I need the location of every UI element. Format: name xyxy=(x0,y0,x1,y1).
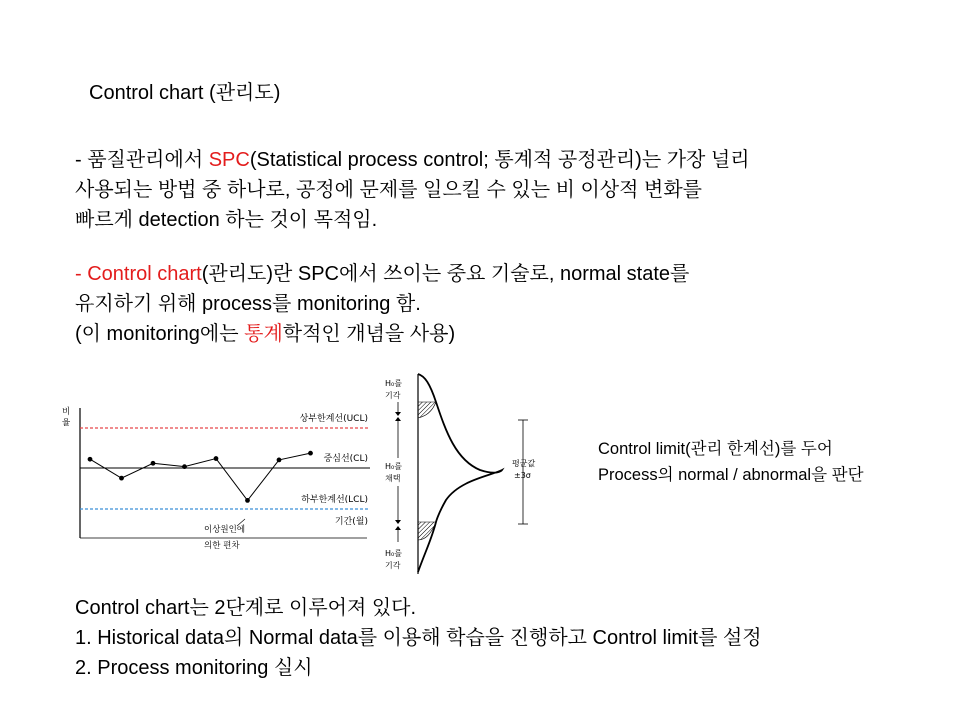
sigma-label-2: ±3σ xyxy=(514,471,531,480)
cc-line-3-a: (이 monitoring에는 xyxy=(75,323,245,345)
data-point-1 xyxy=(88,457,93,462)
data-point-6 xyxy=(245,498,250,503)
arrowhead-top-b xyxy=(395,417,401,421)
title-suffix: ) xyxy=(273,82,281,104)
phases-paragraph xyxy=(75,593,762,683)
reject-bottom-label-1: H₀를 xyxy=(385,549,402,558)
data-points xyxy=(88,451,313,503)
outlier-label-2: 의한 편차 xyxy=(204,541,240,551)
reject-bottom-label-2: 기각 xyxy=(385,561,401,570)
cc-highlight: - Control chart xyxy=(75,263,202,285)
limit-note-line-2: Process의 normal / abnormal을 판단 xyxy=(598,466,864,484)
phases-line-3: 2. Process monitoring 실시 xyxy=(75,657,313,679)
spc-paragraph xyxy=(75,145,750,235)
spc-highlight: SPC xyxy=(208,149,250,171)
y-axis-label-1: 비 xyxy=(62,407,71,417)
y-axis-label-2: 율 xyxy=(62,418,71,428)
slide-title xyxy=(89,76,280,105)
reject-top-label-1: H₀를 xyxy=(385,379,402,388)
title-korean: 관리도 xyxy=(215,82,274,104)
cc-line-1-b: (관리도)란 SPC에서 쓰이는 중요 기술로, normal state를 xyxy=(201,263,690,285)
accept-label-2: 채택 xyxy=(385,474,401,483)
statistics-highlight: 통계 xyxy=(244,323,283,345)
center-line-label: 중심선(CL) xyxy=(323,454,368,464)
phases-line-1: Control chart는 2단계로 이루어져 있다. xyxy=(75,597,417,619)
x-axis-label: 기간(월) xyxy=(334,517,368,527)
spc-line-2: 사용되는 방법 중 하나로, 공정에 문제를 일으킬 수 있는 비 이상적 변화를 xyxy=(75,179,702,201)
ucl-label: 상부한계선(UCL) xyxy=(299,414,368,424)
cc-line-1 xyxy=(75,259,689,289)
limit-note-line-1: Control limit(관리 한계선)를 두어 xyxy=(598,440,833,458)
control-limit-note xyxy=(598,436,864,488)
title-prefix: Control chart ( xyxy=(89,82,216,104)
distribution-figure xyxy=(380,372,550,576)
cc-line-3 xyxy=(75,319,689,349)
upper-tail-region xyxy=(418,402,436,418)
arrowhead-bottom-b xyxy=(395,526,401,530)
data-point-7 xyxy=(277,458,282,463)
cc-line-3-c: 학적인 개념을 사용) xyxy=(282,323,456,345)
spc-line-1 xyxy=(75,145,750,175)
data-point-2 xyxy=(119,476,124,481)
lcl-label: 하부한계선(LCL) xyxy=(301,495,368,505)
control-chart-paragraph xyxy=(75,259,689,349)
arrowhead-bottom-a xyxy=(395,520,401,524)
control-chart-figure xyxy=(62,398,372,560)
accept-label-1: H₀를 xyxy=(385,462,402,471)
spc-line-3: 빠르게 detection 하는 것이 목적임. xyxy=(75,209,378,231)
spc-line-1-a: - 품질관리에서 xyxy=(75,149,209,171)
data-point-3 xyxy=(151,461,156,466)
data-point-5 xyxy=(214,456,219,461)
cc-line-2: 유지하기 위해 process를 monitoring 함. xyxy=(75,293,421,315)
outlier-label-1: 이상원인에 xyxy=(204,525,246,535)
sigma-label-1: 평균값 xyxy=(512,459,536,468)
arrowhead-top-a xyxy=(395,412,401,416)
spc-line-1-c: (Statistical process control; 통계적 공정관리)는 가장 널리 xyxy=(249,149,750,171)
data-point-8 xyxy=(308,451,313,456)
phases-line-2: 1. Historical data의 Normal data를 이용해 학습을 진행하고 Control limit를 설정 xyxy=(75,627,762,649)
data-point-4 xyxy=(182,464,187,469)
reject-top-label-2: 기각 xyxy=(385,391,401,400)
